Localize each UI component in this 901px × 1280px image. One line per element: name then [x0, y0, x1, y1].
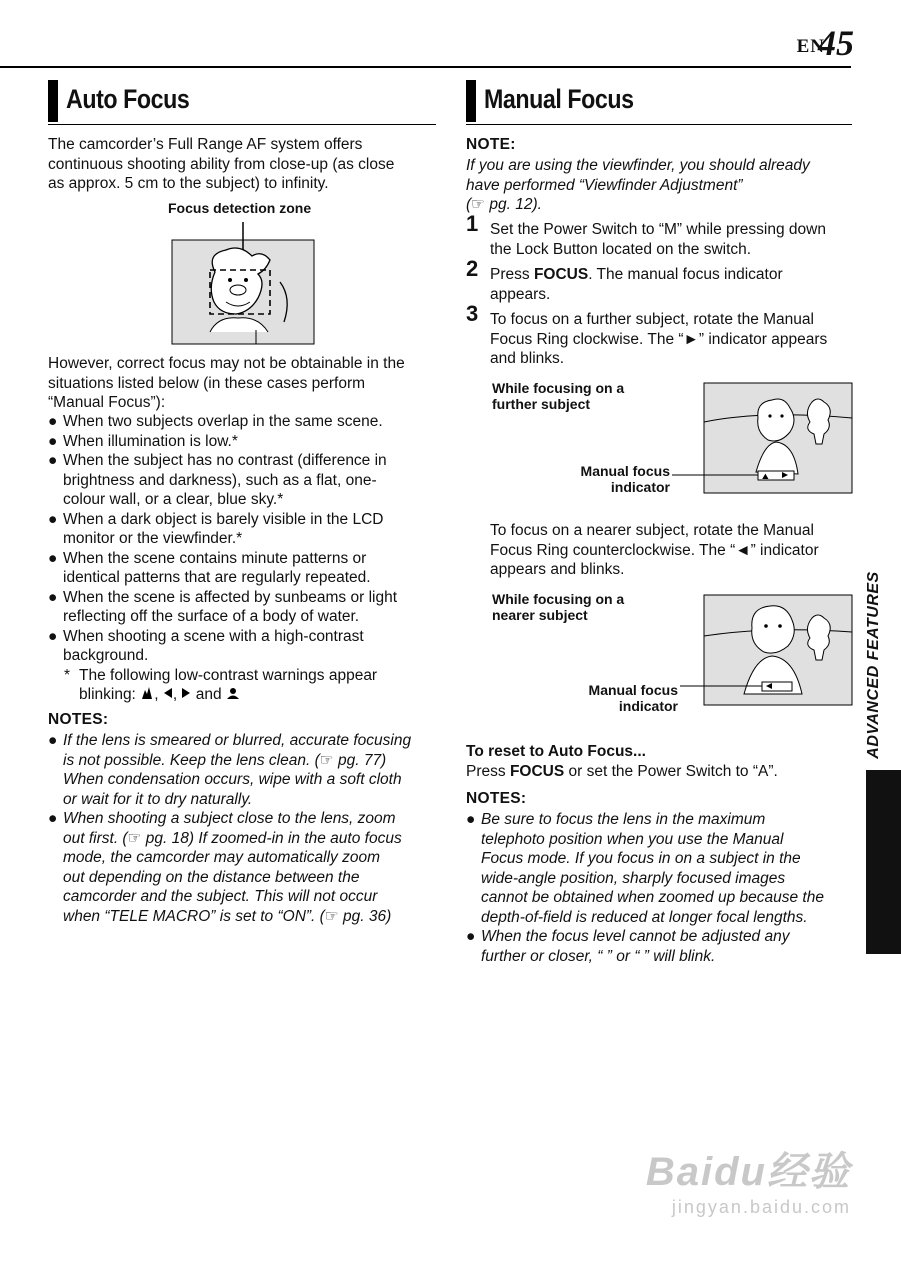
list-item: ● When a dark object is barely visible in the LCD monitor or the viewfinder.*	[48, 510, 384, 547]
header-rule	[0, 66, 851, 68]
page-number: 45	[818, 23, 854, 63]
manual-focus-notes	[466, 810, 858, 966]
auto-focus-bullet-list	[48, 412, 448, 705]
list-item: ● When illumination is low.*	[48, 432, 238, 450]
section-title-auto-focus: Auto Focus	[66, 84, 190, 114]
footnote: * The following low-contrast warnings appear blinking: , , and	[64, 666, 378, 703]
figure-caption-focus-zone: Focus detection zone	[168, 200, 312, 216]
list-item: ● When two subjects overlap in the same scene.	[48, 413, 383, 430]
list-item: ● When the focus level cannot be adjusted any further or closer, “ ” or “ ” will blink.	[466, 928, 790, 965]
heading-rule	[48, 124, 436, 125]
heading-rule	[466, 124, 852, 125]
step-1: 1 Set the Power Switch to “M” while pressing down the Lock Button located on the switch.	[466, 211, 826, 258]
far-warning-icon	[140, 685, 154, 705]
left-arrow-icon	[163, 685, 173, 705]
notes-heading-left: NOTES:	[48, 711, 109, 728]
auto-focus-limits-intro: However, correct focus may not be obtainable in the situations listed below (in these cases perform “Manual Focus”):	[48, 355, 405, 411]
near-warning-icon	[226, 685, 240, 705]
list-item: ● When the subject has no contrast (difference in brightness and darkness), such as a flat, one- colour wall, or a clear, blue sky.*	[48, 452, 387, 508]
notes-heading-right: NOTES:	[466, 790, 527, 807]
watermark: Baidu经验 jingyan.baidu.com	[645, 1150, 851, 1217]
right-arrow-icon	[181, 685, 191, 705]
list-item: ● When the scene contains minute patterns or identical patterns that are regularly repeated.	[48, 549, 371, 586]
figure-caption-further: While focusing on a further subject	[492, 380, 625, 412]
auto-focus-intro: The camcorder’s Full Range AF system offers continuous shooting ability from close-up (as close as approx. 5 cm to the subject) to infinity.	[48, 136, 395, 192]
list-item: ● When shooting a subject close to the lens, zoom out first. (☞ pg. 18) If zoomed-in in the auto focus mode, the camcorder may automatically zoom out depending on the distance between the camcorder and the subject. This will not occur when “TELE MACRO” is set to “ON”. (☞ pg. 36)	[48, 810, 402, 925]
manual-focus-note: If you are using the viewfinder, you should already have performed “Viewfinder Adjustment” (☞ pg. 12).	[466, 157, 810, 213]
heading-bar	[466, 80, 476, 122]
note-heading-right: NOTE:	[466, 136, 516, 153]
side-tab-label: ADVANCED FEATURES	[865, 571, 882, 759]
step-3: 3 To focus on a further subject, rotate the Manual Focus Ring clockwise. The “►” indicator appears and blinks.	[466, 301, 828, 367]
indicator-label-further: Manual focus indicator	[580, 463, 670, 495]
list-item: ● When the scene is affected by sunbeams or light reflecting off the surface of a body of water.	[48, 588, 398, 625]
further-subject-illustration	[672, 382, 854, 494]
step-2: 2 Press FOCUS. The manual focus indicator appears.	[466, 256, 783, 303]
list-item: ● If the lens is smeared or blurred, accurate focusing is not possible. Keep the lens clean. (☞ pg. 77) When condensation occurs, wipe with a soft cloth or wait for it to dry naturally.	[48, 732, 412, 808]
section-title-manual-focus: Manual Focus	[484, 84, 634, 114]
reset-section: To reset to Auto Focus... Press FOCUS or set the Power Switch to “A”.	[466, 743, 778, 780]
side-tab-marker	[866, 770, 901, 954]
heading-bar	[48, 80, 58, 122]
list-item: ● When shooting a scene with a high-contrast background.	[48, 627, 364, 664]
nearer-subject-text: To focus on a nearer subject, rotate the Manual Focus Ring counterclockwise. The “◄” indicator appears and blinks.	[490, 522, 819, 578]
page-lang: EN	[796, 36, 825, 57]
list-item: ● Be sure to focus the lens in the maximum telephoto position when you use the Manual Focus mode. If you focus in on a subject in the wide-angle position, sharply focused images cannot be obtained when zoomed up because the depth-of-field is reduced at longer focal lengths.	[466, 811, 824, 926]
figure-caption-nearer: While focusing on a nearer subject	[492, 591, 625, 623]
svg-text:⛰: ⛰	[762, 472, 769, 481]
focus-zone-illustration	[170, 222, 316, 346]
nearer-subject-illustration	[680, 594, 854, 706]
indicator-label-nearer: Manual focus indicator	[588, 682, 678, 714]
auto-focus-notes	[48, 731, 448, 926]
manual-focus-steps	[466, 211, 856, 369]
